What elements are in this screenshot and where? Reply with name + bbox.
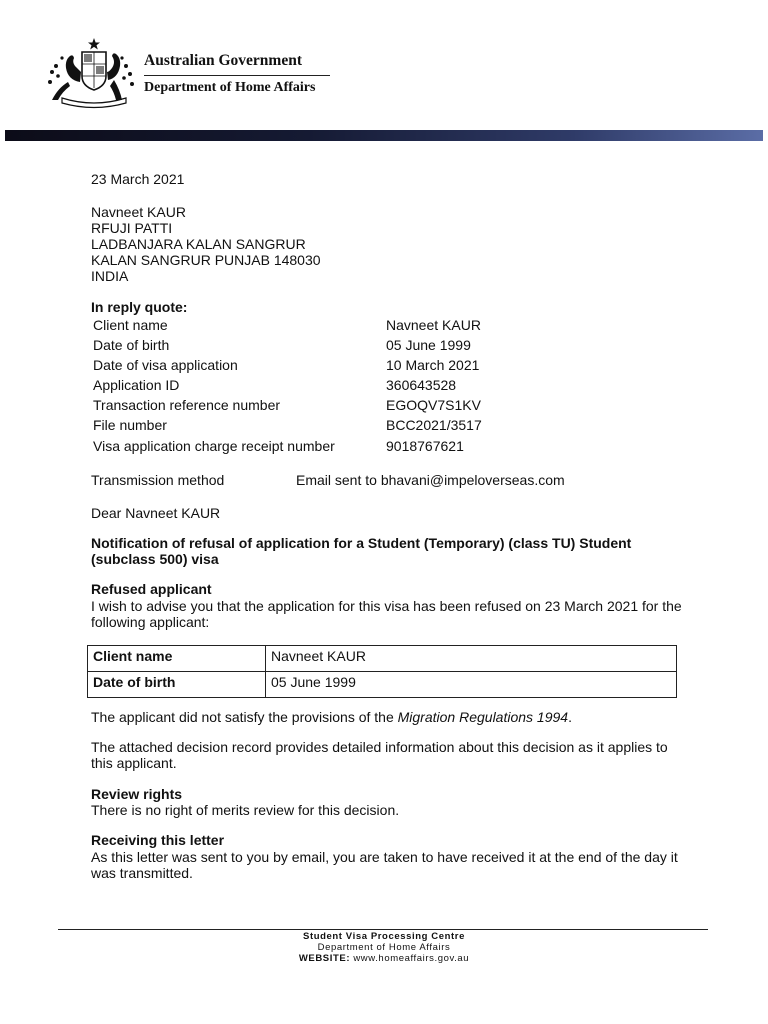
provisions-paragraph bbox=[91, 709, 691, 725]
recipient-address bbox=[91, 204, 321, 284]
refused-applicant-paragraph: I wish to advise you that the application for this visa has been refused on 23 March 2021 for the following applicant: bbox=[91, 598, 682, 630]
reply-value: BCC2021/3517 bbox=[386, 417, 482, 434]
reply-value: 05 June 1999 bbox=[386, 337, 471, 354]
receiving-letter-paragraph: As this letter was sent to you by email, you are taken to have received it at the end of the day it was transmitted. bbox=[91, 849, 678, 881]
applicant-value: Navneet KAUR bbox=[266, 646, 677, 672]
reply-label: Visa application charge receipt number bbox=[93, 437, 335, 454]
footer-divider bbox=[58, 929, 708, 930]
reply-label: Date of birth bbox=[93, 337, 170, 354]
review-rights-paragraph: There is no right of merits review for this decision. bbox=[91, 802, 400, 818]
review-rights-heading: Review rights bbox=[91, 786, 183, 802]
header-divider bbox=[144, 75, 330, 76]
applicant-table bbox=[87, 645, 677, 698]
reply-value: EGOQV7S1KV bbox=[386, 397, 481, 414]
reply-row bbox=[93, 397, 653, 417]
reply-row bbox=[93, 417, 653, 437]
address-line: LADBANJARA KALAN SANGRUR bbox=[91, 236, 306, 252]
header-banner bbox=[5, 130, 763, 141]
reply-quote-heading: In reply quote: bbox=[91, 299, 188, 315]
letter-date: 23 March 2021 bbox=[91, 171, 185, 187]
provisions-end: . bbox=[568, 709, 572, 725]
reply-value: Navneet KAUR bbox=[386, 317, 481, 333]
notification-title: Notification of refusal of application for a Student (Temporary) (class TU) Student (subclass 500) visa bbox=[91, 535, 632, 567]
address-line: Navneet KAUR bbox=[91, 204, 186, 220]
applicant-label: Client name bbox=[88, 646, 266, 672]
coat-of-arms-icon bbox=[44, 36, 136, 110]
regulations-title: Migration Regulations 1994 bbox=[397, 709, 569, 725]
reply-label: Transaction reference number bbox=[93, 397, 281, 414]
reply-quote-table bbox=[93, 317, 653, 458]
address-line: RFUJI PATTI bbox=[91, 220, 173, 236]
transmission-method-value: Email sent to bhavani@impeloverseas.com bbox=[296, 472, 565, 488]
reply-value: 10 March 2021 bbox=[386, 357, 480, 374]
table-row bbox=[88, 646, 677, 672]
table-row bbox=[88, 672, 677, 698]
reply-label: Application ID bbox=[93, 377, 180, 394]
reply-row bbox=[93, 357, 653, 377]
applicant-label: Date of birth bbox=[88, 672, 266, 698]
reply-label: Date of visa application bbox=[93, 357, 238, 374]
department-name: Department of Home Affairs bbox=[144, 80, 316, 95]
refused-applicant-heading: Refused applicant bbox=[91, 581, 212, 597]
reply-value: 9018767621 bbox=[386, 437, 464, 454]
footer-department: Department of Home Affairs bbox=[317, 942, 451, 953]
footer-centre: Student Visa Processing Centre bbox=[303, 931, 465, 942]
reply-row bbox=[93, 438, 653, 458]
government-name: Australian Government bbox=[144, 52, 303, 69]
reply-value: 360643528 bbox=[386, 377, 457, 394]
reply-label: File number bbox=[93, 417, 167, 434]
salutation: Dear Navneet KAUR bbox=[91, 505, 221, 521]
footer-website-link[interactable]: www.homeaffairs.gov.au bbox=[350, 953, 470, 964]
reply-row bbox=[93, 337, 653, 357]
provisions-text: The applicant did not satisfy the provisions of the bbox=[91, 709, 398, 725]
reply-row bbox=[93, 317, 653, 337]
footer-website-line bbox=[0, 953, 768, 964]
transmission-method-label: Transmission method bbox=[91, 472, 225, 488]
address-line: KALAN SANGRUR PUNJAB 148030 bbox=[91, 252, 321, 268]
footer-website-label: WEBSITE: bbox=[298, 953, 351, 964]
reply-label: Client name bbox=[93, 317, 168, 333]
letterhead bbox=[0, 0, 768, 145]
reply-row bbox=[93, 377, 653, 397]
applicant-value: 05 June 1999 bbox=[266, 672, 677, 698]
receiving-letter-heading: Receiving this letter bbox=[91, 832, 225, 848]
footer bbox=[0, 931, 768, 964]
address-line: INDIA bbox=[91, 268, 129, 284]
decision-record-paragraph: The attached decision record provides detailed information about this decision as it applies to this applicant. bbox=[91, 739, 668, 771]
